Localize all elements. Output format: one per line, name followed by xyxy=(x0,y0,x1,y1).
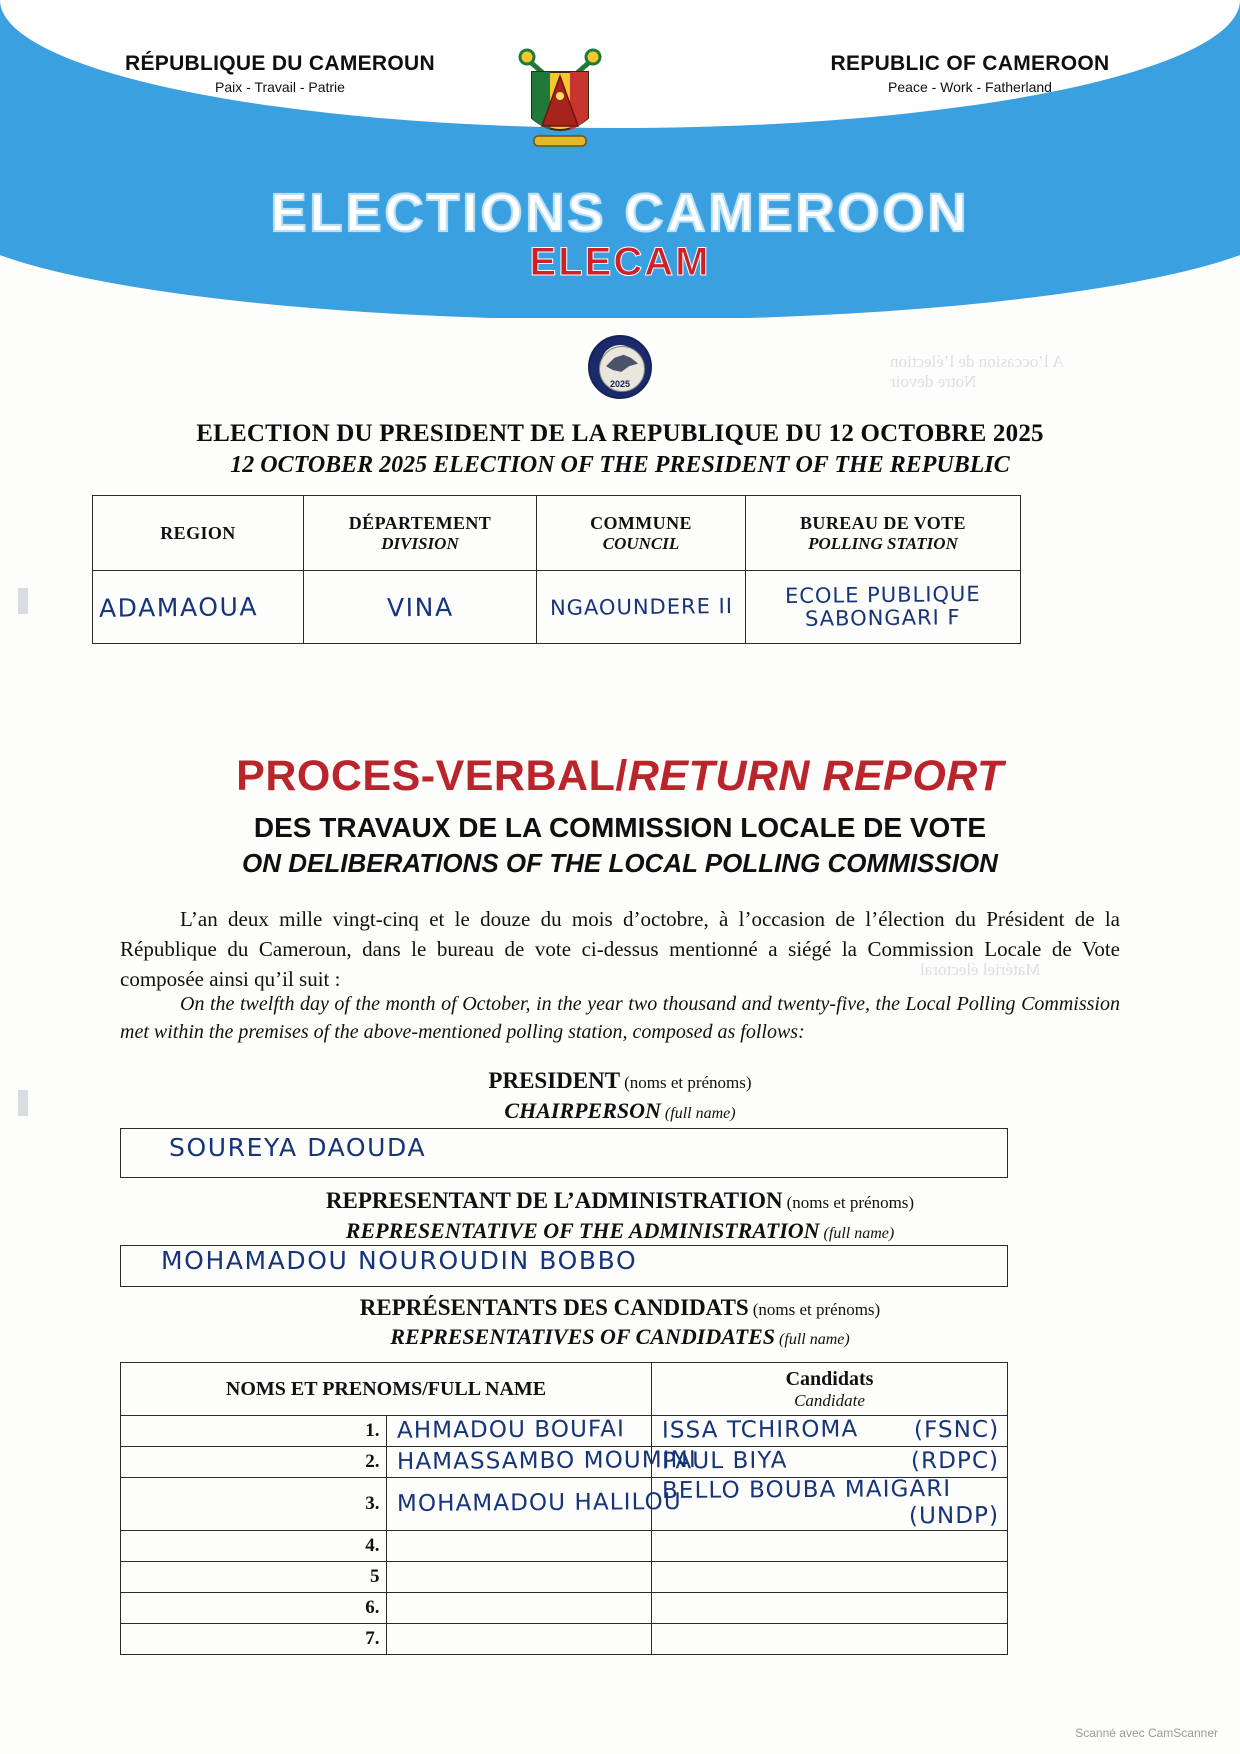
value-polling-station-line1: ECOLE PUBLIQUE xyxy=(785,582,981,609)
header-region-fr: REGION xyxy=(160,522,236,543)
header-banner xyxy=(0,0,1240,318)
candidates-header-name: NOMS ET PRENOMS/FULL NAME xyxy=(121,1363,652,1416)
row-rep-name[interactable] xyxy=(386,1562,652,1593)
row-rep-name[interactable] xyxy=(386,1531,652,1562)
candidates-label-fr-note: (noms et prénoms) xyxy=(752,1300,881,1319)
value-region: ADAMAOUA xyxy=(98,591,259,623)
row-candidate[interactable] xyxy=(652,1475,1008,1531)
row-rep-name[interactable] xyxy=(386,1478,682,1531)
election-title-fr: ELECTION DU PRESIDENT DE LA REPUBLIQUE DU 12 OCTOBRE 2025 xyxy=(196,420,1044,447)
president-label-fr-note: (noms et prénoms) xyxy=(624,1073,752,1092)
candidates-header-candidate-fr: Candidats xyxy=(785,1367,874,1390)
coat-of-arms-icon xyxy=(500,38,620,158)
location-table xyxy=(92,495,1021,644)
republic-fr-motto: Paix - Travail - Patrie xyxy=(215,79,345,95)
header-division-fr: DÉPARTEMENT xyxy=(348,512,492,533)
candidates-header-candidate xyxy=(652,1363,1008,1416)
election-title-en: 12 OCTOBER 2025 ELECTION OF THE PRESIDENT OF THE REPUBLIC xyxy=(230,452,1010,478)
table-row[interactable] xyxy=(121,1416,1008,1447)
location-header-row xyxy=(93,496,1021,571)
org-acronym: ELECAM xyxy=(529,240,711,284)
row-candidate[interactable] xyxy=(652,1624,1008,1655)
value-polling-station-line2: SABONGARI F xyxy=(805,605,961,631)
row-rep-name[interactable] xyxy=(386,1624,652,1655)
row-candidate-party: (FSNC) xyxy=(913,1416,1000,1444)
row-rep-name[interactable] xyxy=(386,1593,652,1624)
republic-en-title: REPUBLIC OF CAMEROON xyxy=(830,52,1110,75)
value-region-cell[interactable] xyxy=(93,571,304,644)
row-candidate-party: (UNDP) xyxy=(908,1502,1000,1530)
candidates-header-candidate-en: Candidate xyxy=(794,1390,865,1410)
republic-en-motto: Peace - Work - Fatherland xyxy=(888,79,1052,95)
seal-year-label: 2025 xyxy=(609,379,631,389)
candidate-representatives-table xyxy=(120,1362,1008,1655)
row-candidate-value: PAUL BIYA xyxy=(661,1447,788,1475)
president-label-fr xyxy=(0,1068,1240,1094)
header-polling-station-en: POLLING STATION xyxy=(808,533,958,553)
report-subtitle-fr: DES TRAVAUX DE LA COMMISSION LOCALE DE VOTE xyxy=(253,812,987,843)
administration-label-fr-note: (noms et prénoms) xyxy=(786,1193,915,1212)
row-rep-name[interactable] xyxy=(386,1446,697,1478)
republic-fr-block xyxy=(70,52,490,95)
row-candidate[interactable] xyxy=(652,1562,1008,1593)
row-number: 6. xyxy=(121,1593,387,1624)
president-label-en-note: (full name) xyxy=(664,1105,736,1122)
row-candidate[interactable] xyxy=(652,1447,1008,1478)
report-subtitle-en: ON DELIBERATIONS OF THE LOCAL POLLING COMMISSION xyxy=(242,848,998,878)
president-label-en xyxy=(0,1098,1240,1124)
table-row[interactable] xyxy=(121,1562,1008,1593)
table-row[interactable] xyxy=(121,1593,1008,1624)
republic-en-block xyxy=(760,52,1180,95)
scan-edge-mark xyxy=(18,588,28,614)
report-title-fr: PROCES-VERBAL/ xyxy=(236,752,628,800)
row-candidate[interactable] xyxy=(652,1531,1008,1562)
president-name-field[interactable] xyxy=(120,1128,1008,1178)
candidates-label-fr-text: REPRÉSENTANTS DES CANDIDATS xyxy=(359,1295,749,1320)
administration-label-en xyxy=(0,1218,1240,1244)
value-division: VINA xyxy=(386,592,454,622)
candidates-label-en-note: (full name) xyxy=(779,1331,850,1348)
table-row[interactable] xyxy=(121,1478,1008,1531)
administration-rep-field[interactable] xyxy=(120,1245,1008,1287)
header-council xyxy=(537,496,746,571)
administration-label-en-text: REPRESENTATIVE OF THE ADMINISTRATION xyxy=(345,1218,820,1243)
header-polling-station xyxy=(746,496,1021,571)
row-candidate-party: (RDPC) xyxy=(910,1447,1000,1475)
header-division-en: DIVISION xyxy=(381,533,459,553)
location-value-row xyxy=(93,571,1021,644)
administration-rep-value: MOHAMADOU NOUROUDIN BOBBO xyxy=(161,1246,638,1275)
row-rep-name[interactable] xyxy=(386,1416,652,1447)
header-polling-station-fr: BUREAU DE VOTE xyxy=(800,512,966,533)
table-row[interactable] xyxy=(121,1531,1008,1562)
header-division xyxy=(304,496,537,571)
row-number: 2. xyxy=(121,1447,387,1478)
candidates-label-en-text: REPRESENTATIVES OF CANDIDATES xyxy=(390,1324,776,1349)
header-region xyxy=(93,496,304,571)
row-candidate-value: BELLO BOUBA MAIGARI xyxy=(661,1475,952,1505)
report-paragraph-en: On the twelfth day of the month of October, in the year two thousand and twenty-five, the Local Polling Commission met within the premises of the above-mentioned polling station, composed as follows: xyxy=(120,993,1120,1044)
row-number: 4. xyxy=(121,1531,387,1562)
table-row[interactable] xyxy=(121,1624,1008,1655)
scanner-watermark: Scanné avec CamScanner xyxy=(1075,1726,1218,1740)
candidates-label-fr xyxy=(0,1295,1240,1321)
row-number: 7. xyxy=(121,1624,387,1655)
row-number: 3. xyxy=(121,1478,387,1531)
administration-label-en-note: (full name) xyxy=(823,1225,895,1242)
row-candidate-value: ISSA TCHIROMA xyxy=(661,1416,859,1444)
value-polling-station-cell[interactable] xyxy=(746,571,1021,644)
report-title-en: RETURN REPORT xyxy=(627,752,1004,800)
president-label-fr-text: PRESIDENT xyxy=(488,1068,621,1093)
row-rep-name-value: MOHAMADOU HALILOU xyxy=(396,1489,682,1517)
candidates-header-row xyxy=(121,1363,1008,1416)
report-title xyxy=(0,752,1240,801)
candidates-table-body xyxy=(121,1416,1008,1655)
row-number: 5 xyxy=(121,1562,387,1593)
candidates-label-en xyxy=(0,1324,1240,1350)
scan-ghost-text: A l’occasion de l’élection Notre devoir xyxy=(890,352,1065,391)
header-council-en: COUNCIL xyxy=(602,533,680,553)
row-rep-name-value: AHMADOU BOUFAI xyxy=(396,1416,625,1444)
president-name-value: SOUREYA DAOUDA xyxy=(169,1133,427,1162)
row-number: 1. xyxy=(121,1416,387,1447)
table-row[interactable] xyxy=(121,1447,1008,1478)
republic-fr-title: RÉPUBLIQUE DU CAMEROUN xyxy=(125,52,435,75)
scan-ghost-text-2: Matériel électoral xyxy=(920,960,1041,979)
org-title: ELECTIONS CAMEROON xyxy=(270,183,970,243)
row-candidate[interactable] xyxy=(652,1416,1008,1447)
value-division-cell[interactable] xyxy=(304,571,537,644)
value-council-cell[interactable] xyxy=(537,571,746,644)
header-council-fr: COMMUNE xyxy=(590,512,692,533)
row-candidate[interactable] xyxy=(652,1593,1008,1624)
value-council: NGAOUNDERE II xyxy=(549,594,733,620)
administration-label-fr xyxy=(0,1188,1240,1214)
president-label-en-text: CHAIRPERSON xyxy=(504,1098,661,1123)
row-rep-name-value: HAMASSAMBO MOUMINI xyxy=(396,1446,697,1476)
election-seal-icon xyxy=(588,335,652,399)
administration-label-fr-text: REPRESENTANT DE L’ADMINISTRATION xyxy=(325,1188,783,1213)
report-paragraph-fr: L’an deux mille vingt-cinq et le douze du mois d’octobre, à l’occasion de l’élection du Président de la République du Cameroun, dans le bureau de vote ci-dessus mentionné a siégé la Commission Locale de Vote composée ainsi qu’il suit : xyxy=(120,907,1120,991)
